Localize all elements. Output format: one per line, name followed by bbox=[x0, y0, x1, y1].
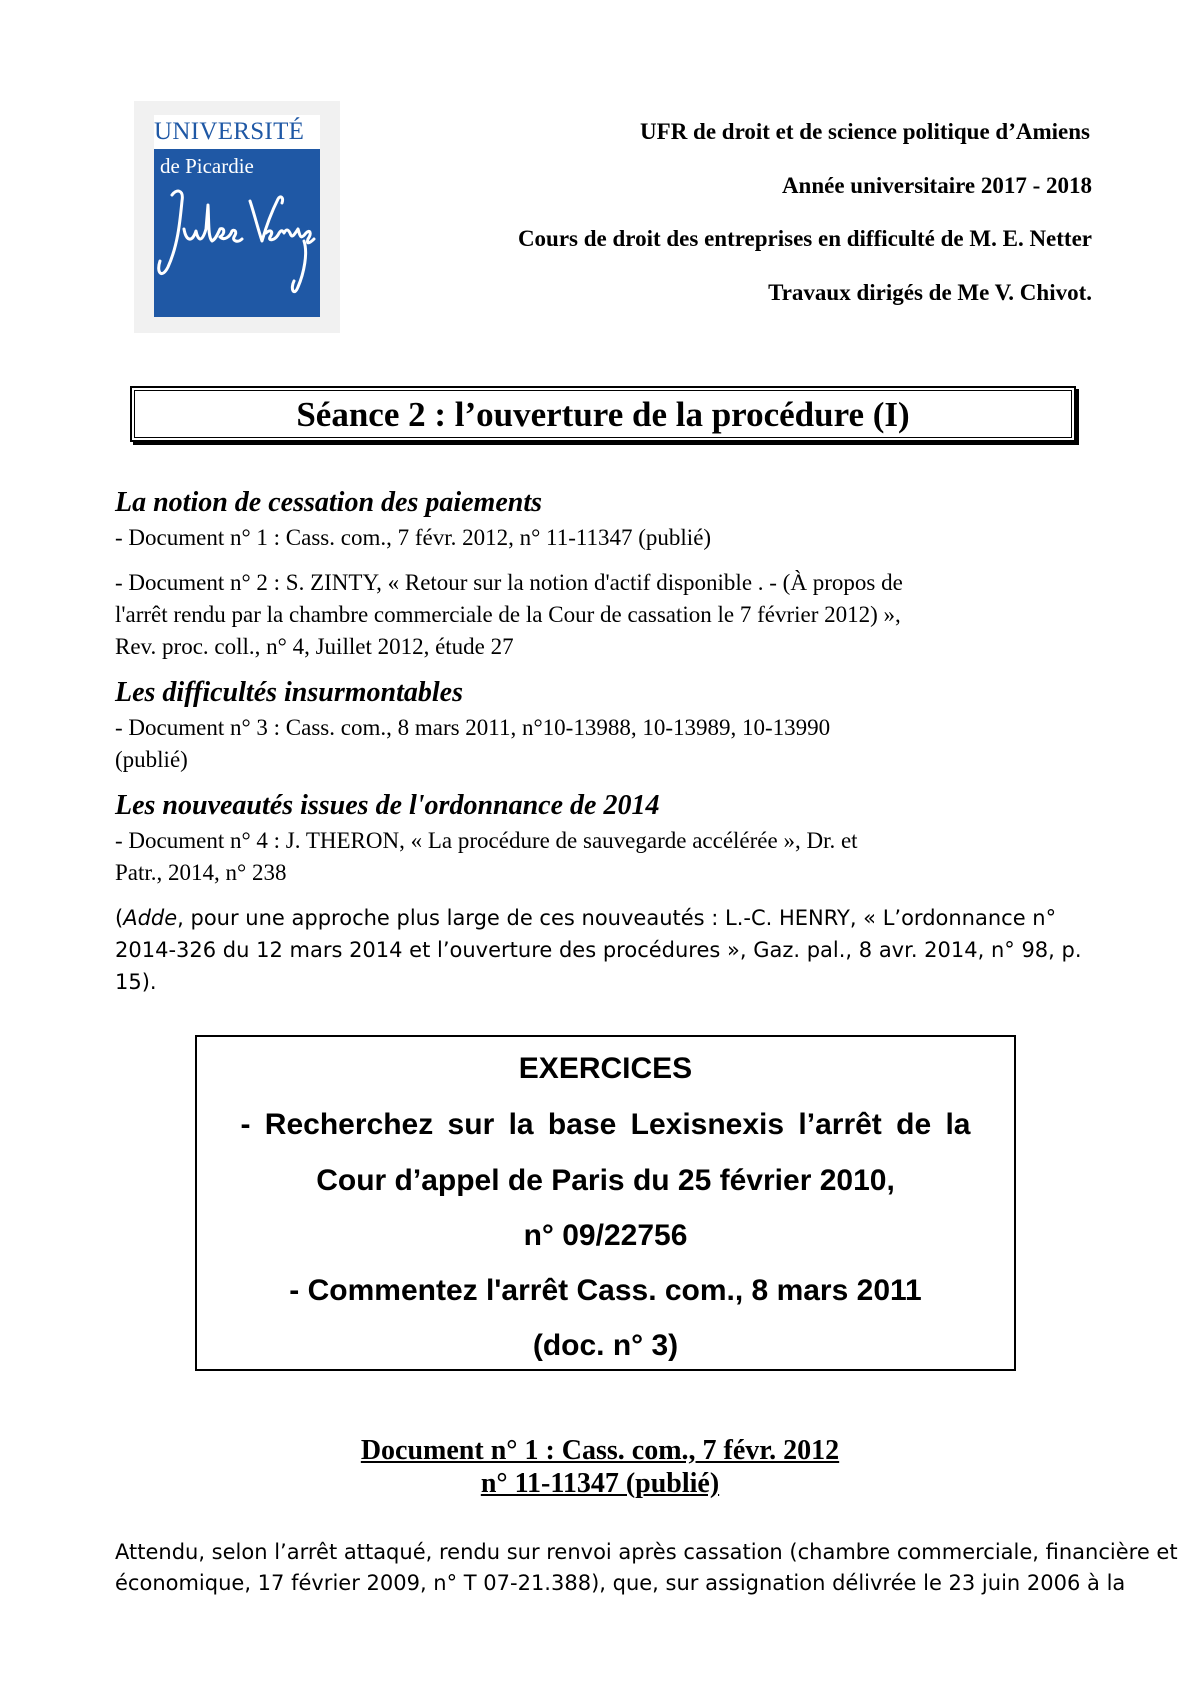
addendum-line-1 bbox=[115, 903, 1095, 934]
addendum-line-2: 2014-326 du 12 mars 2014 et l’ouverture des procédures », Gaz. pal., 8 avr. 2014, n° 98, p. bbox=[115, 938, 1082, 962]
addendum-adde: Adde bbox=[123, 906, 178, 930]
document-2-reference-line-1: - Document n° 2 : S. ZINTY, « Retour sur la notion d'actif disponible . - (À propos de bbox=[115, 570, 903, 595]
header-academic-year: Année universitaire 2017 - 2018 bbox=[781, 173, 1092, 198]
document-2-reference-line-3: Rev. proc. coll., n° 4, Juillet 2012, étude 27 bbox=[115, 634, 514, 659]
exercise-1-line-1: - Recherchez sur la base Lexisnexis l’arrêt de la bbox=[240, 1108, 971, 1141]
document-1-body-line-1: Attendu, selon l’arrêt attaqué, rendu sur renvoi après cassation (chambre commerciale, financière et bbox=[115, 1540, 1178, 1564]
exercise-1-line-3: n° 09/22756 bbox=[523, 1219, 688, 1252]
section-heading-difficultes: Les difficultés insurmontables bbox=[115, 677, 463, 708]
section-heading-cessation: La notion de cessation des paiements bbox=[115, 487, 542, 518]
exercise-2-line-1: - Commentez l'arrêt Cass. com., 8 mars 2011 bbox=[289, 1274, 922, 1307]
university-logo bbox=[134, 101, 340, 333]
logo-region-text: de Picardie bbox=[160, 154, 254, 178]
exercises-title: EXERCICES bbox=[518, 1052, 693, 1085]
header-faculty: UFR de droit et de science politique d’Amiens bbox=[640, 119, 1090, 144]
document-2-reference-line-2: l'arrêt rendu par la chambre commerciale de la Cour de cassation le 7 février 2012) », bbox=[115, 602, 901, 627]
logo-card bbox=[154, 115, 320, 317]
addendum-line-1-text: , pour une approche plus large de ces nouveautés : L.-C. HENRY, « L’ordonnance n° bbox=[177, 906, 1057, 930]
session-title-box bbox=[130, 386, 1076, 442]
document-1-heading-line-1: Document n° 1 : Cass. com., 7 févr. 2012 bbox=[360, 1435, 840, 1466]
header-course: Cours de droit des entreprises en difficulté de M. E. Netter bbox=[517, 226, 1092, 251]
document-1-heading-line-2: n° 11-11347 (publié) bbox=[480, 1468, 720, 1499]
document-1-body-line-2: économique, 17 février 2009, n° T 07-21.388), que, sur assignation délivrée le 23 juin 2006 à la bbox=[115, 1571, 1126, 1595]
document-4-reference-line-2: Patr., 2014, n° 238 bbox=[115, 860, 287, 885]
document-4-reference-line-1: - Document n° 4 : J. THERON, « La procédure de sauvegarde accélérée », Dr. et bbox=[115, 828, 858, 853]
document-3-reference-line-2: (publié) bbox=[115, 747, 188, 772]
exercises-box bbox=[195, 1035, 1016, 1371]
header-instructor: Travaux dirigés de Me V. Chivot. bbox=[768, 280, 1092, 305]
document-3-reference-line-1: - Document n° 3 : Cass. com., 8 mars 2011, n°10-13988, 10-13989, 10-13990 bbox=[115, 715, 831, 740]
session-title: Séance 2 : l’ouverture de la procédure (I) bbox=[296, 395, 910, 434]
document-1-body bbox=[115, 1537, 1178, 1599]
addendum-line-3: 15). bbox=[115, 970, 157, 994]
exercise-2-line-2: (doc. n° 3) bbox=[532, 1329, 679, 1362]
addendum-open-paren: ( bbox=[115, 906, 124, 930]
logo-university-text: UNIVERSITÉ bbox=[154, 118, 305, 145]
jules-verne-signature-icon bbox=[154, 149, 320, 317]
section-heading-ordonnance: Les nouveautés issues de l'ordonnance de 2014 bbox=[115, 790, 660, 821]
document-1-reference: - Document n° 1 : Cass. com., 7 févr. 2012, n° 11-11347 (publié) bbox=[115, 525, 712, 550]
exercise-1-line-2: Cour d’appel de Paris du 25 février 2010, bbox=[316, 1164, 895, 1197]
